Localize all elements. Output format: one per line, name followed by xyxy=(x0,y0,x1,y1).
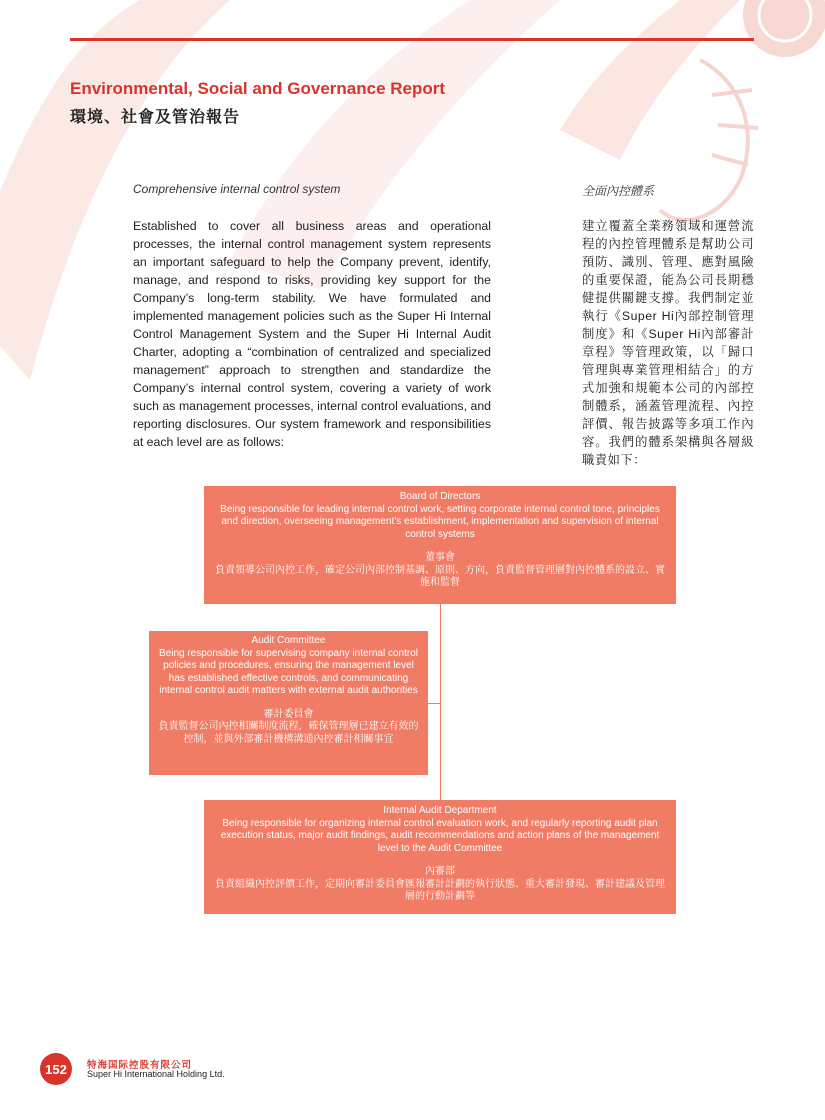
board-title-en: Board of Directors xyxy=(399,491,481,502)
report-title-zh: 環境、社會及管治報告 xyxy=(70,109,241,126)
report-title-en: Environmental, Social and Governance Report xyxy=(70,79,446,98)
page-number-badge: 152 xyxy=(40,1053,72,1085)
internal-audit-desc-zh: 負責組織內控評價工作，定期向審計委員會匯報審計計劃的執行狀態、重大審計發現、審計建議及管理層的行動計劃等 xyxy=(215,878,665,902)
internal-audit-title-en: Internal Audit Department xyxy=(383,805,497,816)
section-body-zh: 建立覆蓋全業務領域和運營流程的內控管理體系是幫助公司預防、識別、管理、應對風險的重要保證，能為公司長期穩健提供關鍵支撐。我們制定並執行《Super Hi內部控制管理制度》和《Super Hi內部審計章程》等管理政策，以「歸口管理與專業管理相結合」的方式加強和規範本公司的內部控制體系，涵蓋管理流程、內控評價、報告披露等多項工作內容。我們的體系架構與各層級職責如下： xyxy=(582,219,754,467)
decor-tomato-icon xyxy=(743,0,825,57)
section-subtitle-zh: 全面內控體系 xyxy=(582,184,655,198)
org-chart-connector-horizontal xyxy=(428,703,440,704)
org-chart-connector-vertical xyxy=(440,604,441,800)
audit-committee-title-en: Audit Committee xyxy=(251,635,326,646)
decor-shrimp-icon xyxy=(660,60,758,220)
audit-committee-title-zh: 審計委員會 xyxy=(263,708,314,720)
audit-committee-desc-zh: 負責監督公司內控相關制度流程，確保管理層已建立有效的控制，並與外部審計機構溝通內控審計相關事宜 xyxy=(158,721,419,745)
audit-committee-desc-en: Being responsible for supervising company internal control policies and procedures, ensuring the management level has established effective controls, and communicating internal control audit matters with external audit authorities xyxy=(158,647,419,696)
org-box-board-of-directors xyxy=(204,486,676,604)
board-desc-zh: 負責領導公司內控工作，確定公司內部控制基調、原則、方向，負責監督管理層對內控體系的設立、實施和監督 xyxy=(215,564,665,588)
internal-audit-desc-en: Being responsible for organizing internal control evaluation work, and regularly reporting audit plan execution status, major audit findings, audit recommendations and action plans of the management level to the Audit Committee xyxy=(220,817,660,854)
section-subtitle-en: Comprehensive internal control system xyxy=(133,182,341,196)
company-name-zh: 特海国际控股有限公司 xyxy=(87,1060,193,1071)
section-body-en: Established to cover all business areas and operational processes, the internal control management system represents an important safeguard to help the Company prevent, identify, manage, and respond to risks, providing key support for the Company’s long-term stability. We have formulated and implemented management policies such as the Super Hi Internal Control Management System and the Super Hi Internal Audit Charter, adopting a “combination of centralized and specialized management” approach to strengthen and standardize the Company’s internal control system, covering a variety of work such as management processes, internal control evaluations, and reporting disclosures. Our system framework and responsibilities at each level are as follows: xyxy=(133,219,491,449)
board-title-zh: 董事會 xyxy=(425,552,455,563)
header-rule xyxy=(70,38,754,41)
org-box-internal-audit-department xyxy=(204,800,676,914)
decor-swoosh-right xyxy=(560,0,740,160)
board-desc-en: Being responsible for leading internal control work, setting corporate internal control tone, principles and direction, overseeing management’s establishment, implementation and supervision of internal control systems xyxy=(220,503,660,540)
org-box-audit-committee xyxy=(149,631,428,775)
company-name-en: Super Hi International Holding Ltd. xyxy=(87,1069,225,1079)
internal-audit-title-zh: 內審部 xyxy=(425,866,455,877)
